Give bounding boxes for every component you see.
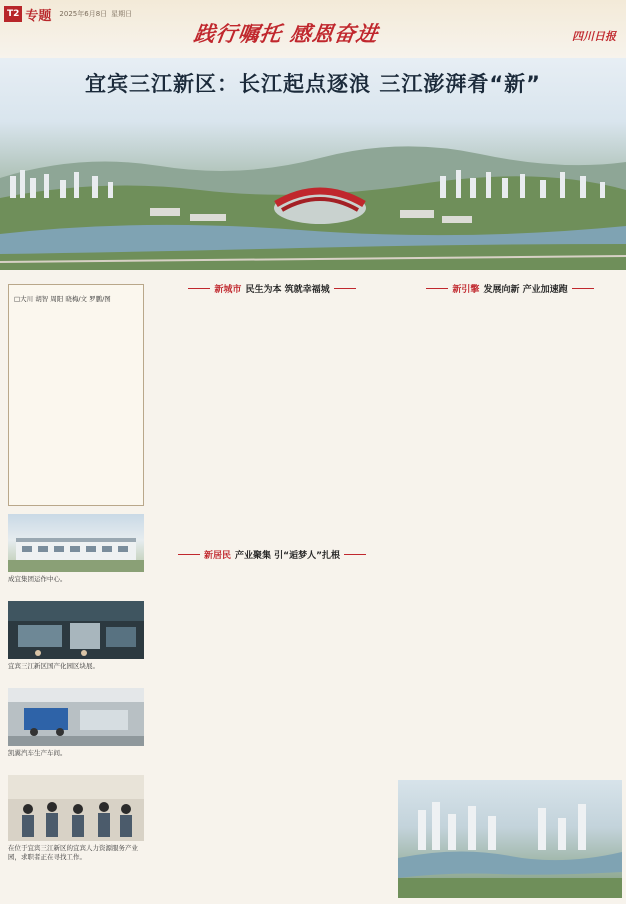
job-fair-illustration [8,775,144,841]
section-title: 民生为本 筑就幸福城 [245,285,330,295]
hero-photo [0,58,626,270]
page-section: 专题 [25,8,52,24]
headline: 宜宾三江新区：长江起点逐浪 三江澎湃肴“新” [85,72,541,96]
riverside-illustration [398,780,622,898]
section-label: 新城市 [214,285,242,295]
page-tag [4,6,132,22]
photo-job-fair [8,775,144,841]
lead-box [8,284,144,506]
photo-caption: 凯翼汽车生产车间。 [8,749,67,757]
section-label: 新引擎 [452,285,480,295]
slogan: 践行嘱托 感恩奋进 [192,21,380,46]
photo-caption: 在位于宜宾三江新区的宜宾人力资源服务产业园，求职者正在寻找工作。 [8,844,138,861]
sidebar-photo [8,601,144,680]
masthead [0,0,626,58]
exhibition-illustration [8,601,144,659]
photo-factory [8,688,144,746]
section-head-engine [398,282,622,295]
page-number: T2 [4,6,22,22]
section-head-city [160,282,384,295]
photo-caption: 成宜集团运作中心。 [8,575,67,583]
section-label: 新居民 [204,551,232,561]
page-weekday: 星期日 [111,10,133,18]
photo-riverside [398,780,622,898]
sidebar-photo [8,775,144,862]
section-title: 产业聚集 引“逅梦人”扎根 [235,551,340,561]
page-date: 2025年6月8日 [59,10,108,18]
photo-caption: 宜宾三江新区国产化园区块展。 [8,662,99,670]
photo-exhibition [8,601,144,659]
sidebar-photo [8,514,144,593]
paper-name: 四川日报 [572,30,616,43]
building-illustration [8,514,144,572]
photo-operation-center [8,514,144,572]
divider [334,288,356,289]
divider [426,288,448,289]
divider [188,288,210,289]
divider [344,554,366,555]
divider [572,288,594,289]
sidebar [8,284,144,898]
sidebar-photo [8,688,144,767]
divider [178,554,200,555]
byline: □大川 胡智 周阳 晓梅/文 罗鹏/图 [14,295,111,303]
section-head-residents [160,548,384,561]
section-title: 发展向新 产业加速跑 [483,285,568,295]
factory-illustration [8,688,144,746]
